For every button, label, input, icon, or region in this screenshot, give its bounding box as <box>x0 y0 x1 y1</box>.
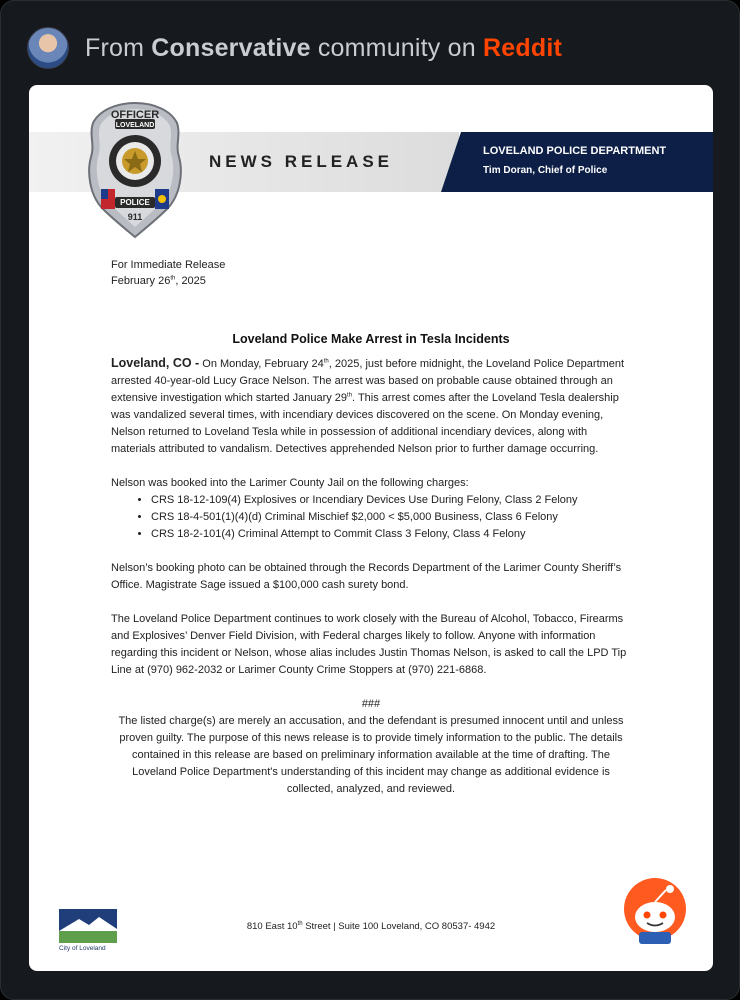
news-release-title: NEWS RELEASE <box>209 152 394 171</box>
release-info <box>111 257 225 289</box>
badge-text-911: 911 <box>127 212 143 222</box>
reddit-snoo-icon <box>621 875 689 947</box>
list-item: • CRS 18-12-109(4) Explosives or Incendiary Devices Use During Felony, Class 2 Felony <box>151 492 631 509</box>
source-prefix: From <box>85 33 152 62</box>
list-item: • CRS 18-2-101(4) Criminal Attempt to Commit Class 3 Felony, Class 4 Felony <box>151 526 631 543</box>
news-release-document <box>29 85 713 971</box>
paragraph-booking: Nelson’s booking photo can be obtained through the Records Department of the Larimer County Sheriff’s Office. Magistrate Sage issued a $100,000 cash surety bond. <box>111 562 622 591</box>
chief-name: Tim Doran, Chief of Police <box>483 165 608 176</box>
post-header <box>27 27 562 69</box>
charges-list <box>111 492 631 543</box>
dateline: Loveland, CO - <box>111 356 200 370</box>
department-name: LOVELAND POLICE DEPARTMENT <box>483 145 667 157</box>
badge-text-police: POLICE <box>120 198 150 207</box>
disclaimer: The listed charge(s) are merely an accusation, and the defendant is presumed innocent until and unless proven guilty. The purpose of this news release is to provide timely information to the public. The details contained in this release are based on preliminary information available at the time of drafting. The Loveland Police Department's understanding of this incident may change as additional evidence is collected, analyzed, and reviewed. <box>118 715 624 795</box>
footer-address: 810 East 10th Street | Suite 100 Loveland, CO 80537- 4942 <box>246 920 496 932</box>
paragraph-federal: The Loveland Police Department continues to work closely with the Bureau of Alcohol, Tobacco, Firearms and Explosives’ Denver Field Division, with Federal charges likely to follow. Anyone with information regarding this incident or Nelson, whose alias includes Justin Thomas Nelson, is asked to call the LPD Tip Line at (970) 962-2032 or Larimer County Crime Stoppers at (970) 221-6868. <box>111 613 627 676</box>
platform-name[interactable]: Reddit <box>483 33 562 62</box>
charges-intro: Nelson was booked into the Larimer County Jail on the following charges: <box>111 477 469 489</box>
document-body <box>111 355 631 798</box>
end-marker: ### <box>361 698 381 710</box>
list-item: • CRS 18-4-501(1)(4)(d) Criminal Mischief $2,000 < $5,000 Business, Class 6 Felony <box>151 509 631 526</box>
city-logo-text: City of Loveland <box>59 945 106 952</box>
badge-text-loveland: LOVELAND <box>115 122 155 129</box>
source-middle: community on <box>310 33 484 62</box>
paragraph-arrest: Loveland, CO - On Monday, February 24th, 2025, just before midnight, the Loveland Police Department arrested 40-year-old Lucy Grace Nelson. The arrest was based on probable cause obtained through an extensive investigation which started January 29th. This arrest comes after the Loveland Tesla dealership was vandalized several times, with incendiary devices discovered on the scene. On Monday evening, Nelson returned to Loveland Tesla while in possession of additional incendiary devices, along with materials attributed to vandalism. Detectives apprehended Nelson prior to further damage occurring. <box>111 356 625 455</box>
source-line <box>85 34 562 63</box>
community-name[interactable]: Conservative <box>151 33 311 62</box>
badge-text-officer: OFFICER <box>110 109 160 121</box>
letterhead-department-band <box>441 132 713 192</box>
avatar[interactable] <box>27 27 69 69</box>
release-immediate: For Immediate Release <box>111 259 226 271</box>
police-badge-icon <box>85 99 185 239</box>
release-date: February 26th, 2025 <box>111 275 206 287</box>
document-title: Loveland Police Make Arrest in Tesla Incidents <box>232 332 510 346</box>
